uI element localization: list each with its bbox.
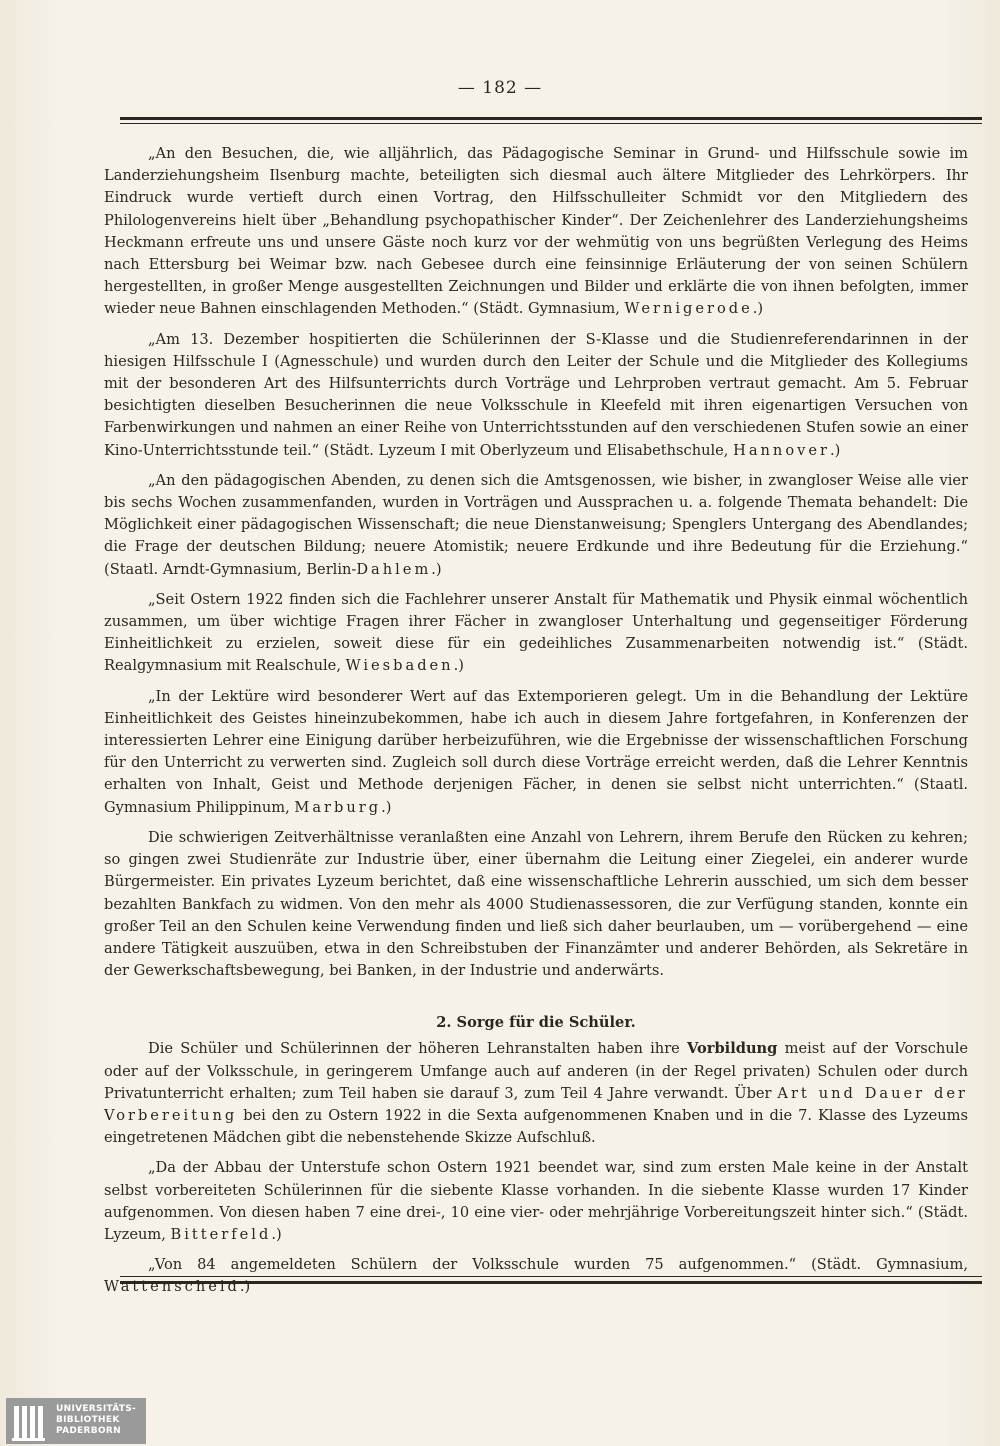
paragraph-text: „In der Lektüre wird besonderer Wert auf das Extemporieren gelegt. Um in die Behandlung der Lektüre Einheitlichkeit des Geistes hineinzubekommen, habe ich auch in diesem Jahre fortgefahren, in Konferenzen der interessierten Lehrer eine Einigung darüber herbeizuführen, wie die Ergebnisse der wissenschaftlichen Forschung für den Unterricht zu verwerten sind. Zugleich soll durch diese Vorträge erreicht werden, daß die Lehrer Kenntnis erhalten von Inhalt, Geist und Methode derjenigen Fächer, in denen sie selbst nicht unterrichten.“ (Staatl. Gymnasium Philippinum, bbox=[104, 687, 968, 816]
quote-end: .) bbox=[271, 1225, 282, 1243]
paragraph-end: .) bbox=[752, 300, 764, 318]
intro-emphasis: Vorbildung bbox=[687, 1040, 778, 1058]
paragraph-end: .) bbox=[453, 657, 464, 675]
page-number: — 182 — bbox=[457, 78, 543, 98]
quote-text: „Da der Abbau der Unterstufe schon Ostern 1921 beendet war, sind zum ersten Male keine in der Anstalt selbst vorbereiteten Schülerinnen für die siebente Klasse vorhanden. In die siebente Klasse wurden 17 Kinder aufgenommen. Von diesen haben 7 eine drei-, 10 eine vier- oder mehrjährige Vorbereitungszeit hinter sich.“ (Städt. Lyzeum, bbox=[104, 1159, 968, 1243]
library-name-line: PADERBORN bbox=[56, 1426, 121, 1436]
place-name: Hannover bbox=[733, 441, 830, 459]
paragraph-text: „Seit Ostern 1922 finden sich die Fachlehrer unserer Anstalt für Mathematik und Physik einmal wöchentlich zusammen, um über wichtige Fragen ihrer Fächer in zwangloser Unterhaltung und gegenseitiger Förderung Einheitlichkeit zu erzielen, soweit diese für ein gedeihliches Zusammenarbeiten notwendig ist.“ (Städt. Realgymnasium mit Realschule, bbox=[104, 590, 968, 675]
section-intro bbox=[104, 1038, 968, 1149]
library-name-line: BIBLIOTHEK bbox=[56, 1415, 120, 1425]
paragraph-wiesbaden bbox=[104, 589, 968, 678]
place-name: Wernigerode bbox=[624, 300, 753, 318]
intro-text: meist auf der Vorschule oder auf der Volksschule, in geringerem Umfange auch auf anderen (in der Regel privaten) Schulen oder durch Privatunterricht erhalten; zum Teil haben sie darauf 3, zum Teil 4 Jahre verwandt. Über bbox=[104, 1040, 968, 1102]
intro-text: Die Schüler und Schülerinnen der höheren Lehranstalten haben ihre bbox=[148, 1040, 688, 1058]
place-name: Marburg bbox=[294, 798, 382, 816]
library-name-line: UNIVERSITÄTS- bbox=[56, 1404, 137, 1414]
paragraph-end: .) bbox=[381, 798, 392, 816]
paragraph-end: .) bbox=[431, 560, 442, 578]
library-watermark bbox=[6, 1398, 146, 1444]
library-logo-icon bbox=[12, 1402, 48, 1442]
page-body bbox=[104, 143, 968, 1307]
paragraph-end: .) bbox=[829, 441, 841, 459]
paragraph-text: Die schwierigen Zeitverhältnisse veranlaßten eine Anzahl von Lehrern, ihrem Berufe den Rücken zu kehren; so gingen zwei Studienräte zur Industrie über, einer übernahm die Leitung einer Ziegelei, ein anderer wurde Bürgermeister. Ein privates Lyzeum berichtet, daß eine wissenschaftliche Lehrerin ausschied, um sich dem besser bezahlten Bankfach zu widmen. Von den mehr als 4000 Studienassessoren, die zur Verfügung standen, konnte ein großer Teil an den Schulen keine Verwendung finden und ließ sich daher beurlauben, um — vorübergehend — eine andere Tätigkeit auszuüben, etwa in den Schreibstuben der Finanzämter und anderer Behörden, als Sekretäre in der Gewerkschaftsbewegung, bei Banken, in der Industrie und anderwärts. bbox=[104, 828, 968, 980]
footer-rule-thin bbox=[120, 1276, 982, 1277]
paragraph-marburg bbox=[104, 686, 968, 819]
place-name: Bitterfeld bbox=[170, 1225, 272, 1243]
header-rule-thin bbox=[120, 123, 982, 124]
library-name bbox=[56, 1404, 136, 1437]
place-name: Dahlem bbox=[356, 560, 432, 578]
paragraph-text: „An den Besuchen, die, wie alljährlich, das Pädagogische Seminar in Grund- und Hilfsschule sowie im Landerziehungsheim Ilsenburg machte, beteiligten sich diesmal auch ältere Mitglieder des Lehrkörpers. Ihr Eindruck wurde vertieft durch einen Vortrag, den Hilfsschulleiter Schmidt vor den Mitgliedern des Philologenvereins hielt über „Behandlung psychopathischer Kinder“. Der Zeichenlehrer des Landerziehungsheims Heckmann erfreute uns und unsere Gäste noch kurz vor der wehmütig von uns begrüßten Verlegung des Heims nach Ettersburg bei Weimar bzw. nach Gebesee durch eine feinsinnige Erläuterung der von seinen Schülern hergestellten, in großer Menge ausgestellten Zeichnungen und Bilder und erklärte die von ihnen befolgten, immer wieder neue Bahnen einschlagenden Methoden.“ (Städt. Gymnasium, bbox=[104, 145, 968, 318]
paragraph-hannover bbox=[104, 329, 968, 462]
quote-bitterfeld bbox=[104, 1157, 968, 1246]
place-name: Wiesbaden bbox=[345, 657, 454, 675]
paragraph-wernigerode bbox=[104, 143, 968, 321]
place-name: Wattenscheid bbox=[104, 1278, 240, 1296]
paragraph-zeitverhaeltnisse bbox=[104, 827, 968, 982]
section-heading: 2. Sorge für die Schüler. bbox=[436, 1014, 636, 1032]
footer-rule-thick bbox=[120, 1281, 982, 1284]
header-rule-thick bbox=[120, 117, 982, 120]
quote-text: „Von 84 angemeldeten Schülern der Volksschule wurden 75 aufgenommen.“ (Städt. Gymnasium, bbox=[148, 1256, 968, 1274]
quote-end: .) bbox=[239, 1278, 251, 1296]
paragraph-text: „An den pädagogischen Abenden, zu denen sich die Amtsgenossen, wie bisher, in zwangloser Weise alle vier bis sechs Wochen zusammenfanden, wurden in Vorträgen und Aussprachen u. a. folgende Themata behandelt: Die Möglichkeit einer pädagogischen Wissenschaft; die neue Dienstanweisung; Spenglers Untergang des Abendlandes; die Frage der deutschen Bildung; neuere Atomistik; neuere Erdkunde und ihre Bedeutung für die Erziehung.“ (Staatl. Arndt-Gymnasium, Berlin- bbox=[104, 471, 968, 578]
paragraph-text: „Am 13. Dezember hospitierten die Schülerinnen der S-Klasse und die Studienreferendarinnen in der hiesigen Hilfsschule I (Agnesschule) und wurden durch den Leiter der Schule und die Mitglieder des Kollegiums mit der besonderen Art des Hilfsunterrichts durch Vorträge und Lehrproben vertraut gemacht. Am 5. Februar besichtigten dieselben Besucherinnen die neue Volksschule in Kleefeld mit ihren eigenartigen Versuchen von Farbenwirkungen und nahmen an einer Reihe von Unterrichtsstunden auf den verschiedenen Stufen sowie an einer Kino-Unterrichtsstunde teil.“ (Städt. Lyzeum I mit Oberlyzeum und Elisabethschule, bbox=[104, 330, 968, 459]
intro-spaced-phrase: Art und Dauer der Vorbereitung bbox=[104, 1084, 968, 1124]
paragraph-dahlem bbox=[104, 470, 968, 581]
intro-text: bei den zu Ostern 1922 in die Sexta aufgenommenen Knaben und in die 7. Klasse des Lyzeums eingetretenen Mädchen gibt die nebenstehende Skizze Aufschluß. bbox=[104, 1106, 968, 1147]
